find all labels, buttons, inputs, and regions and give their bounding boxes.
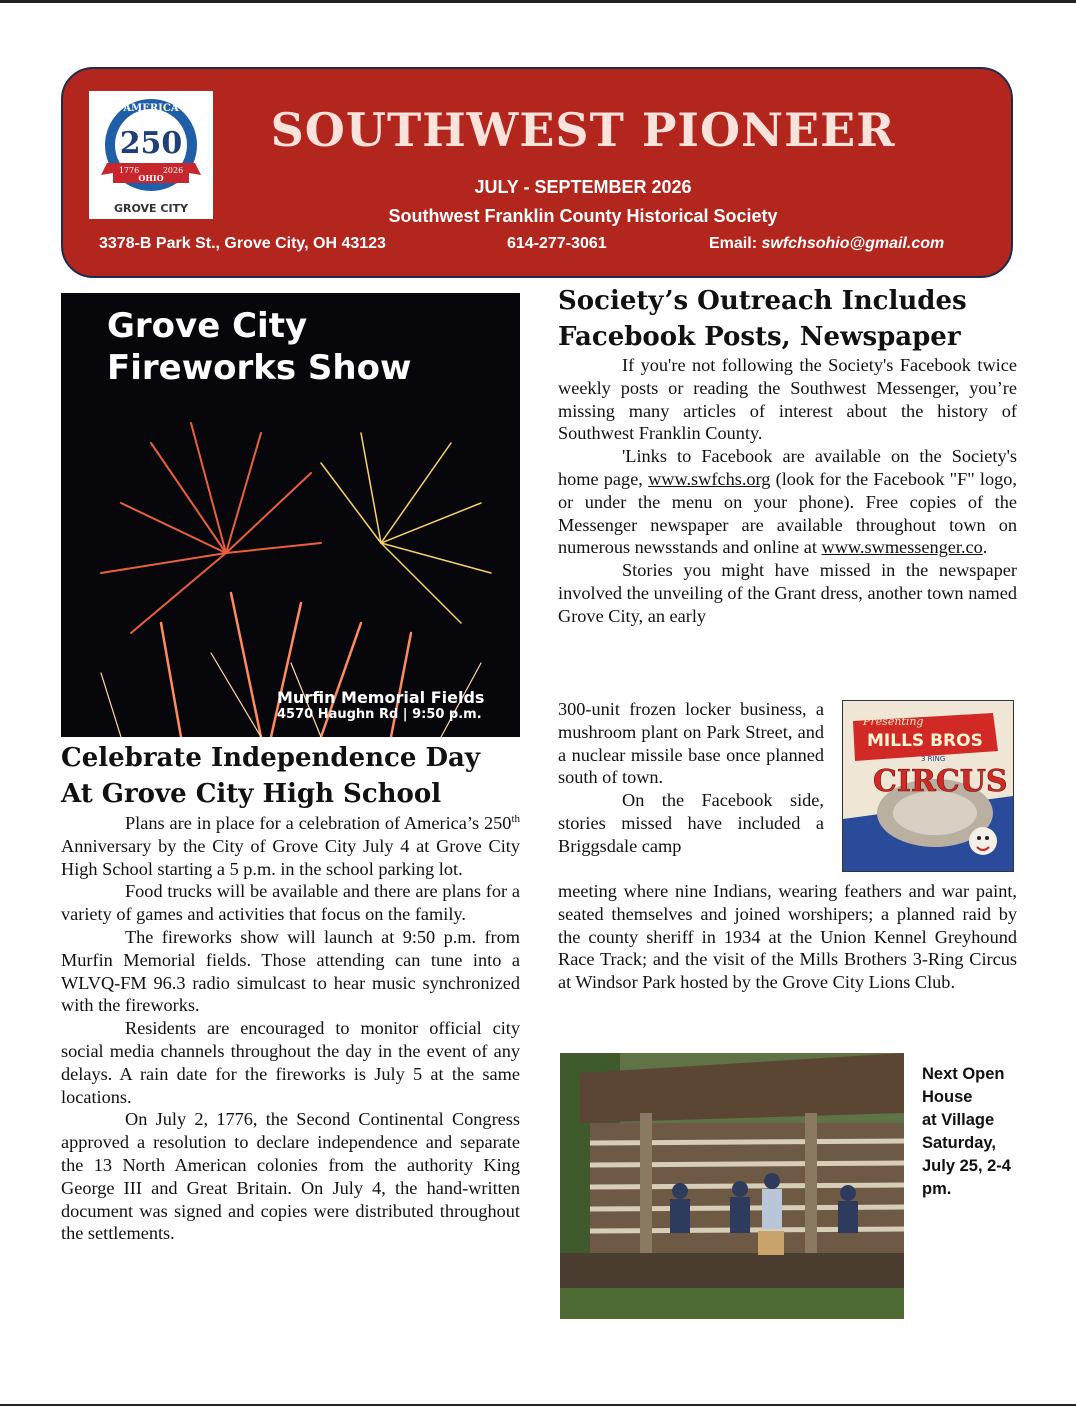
fireworks-title: Grove City Fireworks Show (107, 306, 412, 388)
bottom-rule (0, 1404, 1076, 1406)
logo-city: GROVE CITY (113, 202, 189, 215)
svg-text:MILLS BROS: MILLS BROS (867, 731, 983, 751)
logo-america-text: AMERICA (123, 103, 179, 114)
masthead (61, 67, 1013, 278)
right-paragraph-2: 'Links to Facebook are available on the Society's home page, www.swfchs.org (look for the Facebook "F" logo, or under the menu on your phone). Free copies of the Messenger newspaper are available throughout town on numerous newsstands and online at www.swmessenger.co. (558, 446, 1017, 558)
right-paragraph-1: If you're not following the Society's Facebook twice weekly posts or reading the Southwest Messenger, you’re missing many articles of interest about the history of Southwest Franklin County. (558, 355, 1017, 444)
left-article-headline: Celebrate Independence Day At Grove City High School (61, 743, 480, 809)
organization-name: Southwest Franklin County Historical Society (388, 206, 778, 226)
svg-text:3 RING: 3 RING (921, 755, 946, 763)
newsletter-title: SOUTHWEST PIONEER (270, 103, 896, 157)
right-article-body-top (558, 354, 1017, 628)
left-paragraph-3: The fireworks show will launch at 9:50 p.m. from Murfin Memorial fields. Those attending can tune into a WLVQ-FM 96.3 radio simulcast to hear music synchronized with the fireworks. (61, 926, 520, 1016)
village-porch-photo (560, 1053, 904, 1319)
logo-number: 250 (119, 126, 183, 161)
right-paragraph-3-end: 300-unit frozen locker business, a mushroom plant on Park Street, and a nuclear missile base once planned south of town. (558, 699, 824, 788)
email-line (709, 235, 944, 253)
right-paragraph-3-start: Stories you might have missed in the newspaper involved the unveiling of the Grant dress, another town named Grove City, an early (558, 560, 1017, 626)
right-article-body-narrow (558, 698, 824, 858)
logo-state: OHIO (138, 173, 164, 183)
top-rule (0, 0, 1076, 3)
fireworks-image (61, 293, 520, 737)
swfchs-link[interactable]: www.swfchs.org (648, 468, 771, 489)
swmessenger-link[interactable]: www.swmessenger.co (821, 537, 983, 558)
svg-text:Presenting: Presenting (863, 715, 924, 728)
left-paragraph-5: On July 2, 1776, the Second Continental Congress approved a resolution to declare independence and separate the 13 North American colonies from the authority King George III and Great Britain. On July 4, the hand-written document was signed and copies were distributed throughout the settlements. (61, 1109, 520, 1244)
left-paragraph-2: Food trucks will be available and there are plans for a variety of games and activities that focus on the family. (61, 881, 520, 925)
america-250-logo (89, 91, 213, 219)
right-article-headline: Society’s Outreach Includes Facebook Posts, Newspaper (558, 286, 967, 352)
fireworks-caption: Murfin Memorial Fields 4570 Haughn Rd | 9:50 p.m. (277, 688, 485, 722)
email-address[interactable]: swfchsohio@gmail.com (761, 235, 945, 252)
address: 3378-B Park St., Grove City, OH 43123 (99, 235, 386, 252)
left-paragraph-4: Residents are encouraged to monitor official city social media channels throughout the day in the event of any delays. A rain date for the fireworks is July 5 at the same locations. (61, 1018, 520, 1107)
right-paragraph-4-end: meeting where nine Indians, wearing feathers and war paint, seated themselves and joined worshipers; a planned raid by the county sheriff in 1934 at the Union Kennel Greyhound Race Track; and the visit of the Mills Brothers 3-Ring Circus at Windsor Park hosted by the Grove City Lions Club. (558, 881, 1017, 993)
email-label: Email: (709, 235, 758, 252)
svg-text:CIRCUS: CIRCUS (873, 764, 1008, 799)
logo-year-right: 2026 (162, 166, 184, 175)
left-paragraph-1: Plans are in place for a celebration of America’s 250th Anniversary by the City of Grove City July 4 at Grove City High School starting a 5 p.m. in the school parking lot. (61, 812, 520, 879)
phone: 614-277-3061 (507, 235, 607, 252)
issue-date: JULY - SEPTEMBER 2026 (474, 177, 692, 197)
right-article-body-bottom (558, 880, 1017, 994)
right-paragraph-4-start: On the Facebook side, stories missed have included a Briggsdale camp (558, 790, 824, 856)
left-article-body (61, 812, 520, 1245)
open-house-caption: Next Open House at Village Saturday, July 25, 2-4 pm. (922, 1065, 1011, 1198)
logo-year-left: 1776 (118, 166, 140, 175)
circus-poster-image (842, 700, 1014, 872)
